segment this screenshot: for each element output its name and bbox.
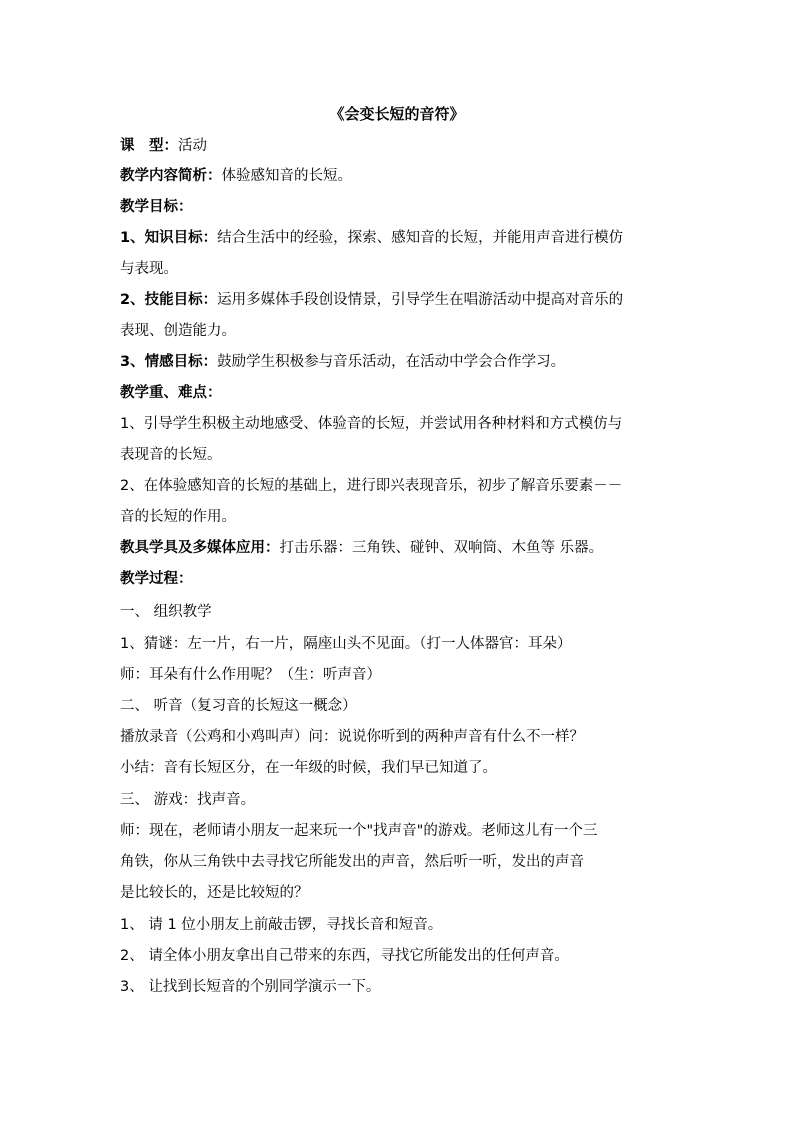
lesson-type-value: 活动 bbox=[178, 138, 207, 154]
step-1-title: 一、 组织教学 bbox=[120, 604, 212, 620]
step-3-item-3: 3、 让找到长短音的个别同学演示一下。 bbox=[120, 979, 381, 995]
objective-1-text: 结合生活中的经验，探索、感知音的长短，并能用声音进行模仿 bbox=[217, 230, 624, 246]
keypoints-heading: 教学重、难点： bbox=[120, 385, 222, 401]
content-brief-value: 体验感知音的长短。 bbox=[221, 168, 352, 184]
step-1-riddle: 1、猜谜：左一片，右一片，隔座山头不见面。（打一人体器官：耳朵） bbox=[120, 636, 572, 652]
tools-value: 打击乐器：三角铁、碰钟、双响筒、木鱼等 乐器。 bbox=[279, 540, 604, 556]
objective-1-line1 bbox=[120, 226, 623, 247]
objective-3-line bbox=[120, 350, 565, 371]
keypoint-2-line2: 音的长短的作用。 bbox=[120, 509, 236, 525]
objectives-heading: 教学目标： bbox=[120, 199, 193, 215]
keypoint-1-line2: 表现音的长短。 bbox=[120, 447, 222, 463]
step-3-title: 三、 游戏：找声音。 bbox=[120, 792, 256, 808]
objective-1-label: 1、知识目标： bbox=[120, 230, 218, 246]
step-2-summary: 小结：音有长短区分，在一年级的时候，我们早已知道了。 bbox=[120, 760, 497, 776]
step-3-item-1: 1、 请 1 位小朋友上前敲击锣，寻找长音和短音。 bbox=[120, 917, 443, 933]
objective-3-label: 3、情感目标： bbox=[120, 354, 218, 370]
step-3-item-2: 2、 请全体小朋友拿出自己带来的东西，寻找它所能发出的任何声音。 bbox=[120, 948, 569, 964]
objective-2-label: 2、技能目标： bbox=[120, 292, 218, 308]
keypoint-1-line1: 1、引导学生积极主动地感受、体验音的长短，并尝试用各种材料和方式模仿与 bbox=[120, 416, 623, 432]
step-3-line2: 角铁，你从三角铁中去寻找它所能发出的声音，然后听一听，发出的声音 bbox=[120, 854, 584, 870]
objective-1-line2: 与表现。 bbox=[120, 261, 178, 277]
objective-2-text: 运用多媒体手段创设情景，引导学生在唱游活动中提高对音乐的 bbox=[217, 292, 624, 308]
content-brief-label: 教学内容简析： bbox=[120, 168, 222, 184]
step-1-question: 师：耳朵有什么作用呢？（生：听声音） bbox=[120, 667, 381, 683]
objective-2-line1 bbox=[120, 288, 623, 309]
step-3-line1: 师：现在，老师请小朋友一起来玩一个"找声音"的游戏。老师这儿有一个三 bbox=[120, 823, 598, 839]
step-3-line3: 是比较长的，还是比较短的？ bbox=[120, 885, 309, 901]
process-heading: 教学过程： bbox=[120, 571, 193, 587]
step-2-line1: 播放录音（公鸡和小鸡叫声）问：说说你听到的两种声音有什么不一样？ bbox=[120, 729, 584, 745]
content-brief-line bbox=[120, 164, 352, 185]
tools-line bbox=[120, 536, 603, 557]
keypoint-2-line1: 2、在体验感知音的长短的基础上，进行即兴表现音乐，初步了解音乐要素－－ bbox=[120, 478, 623, 494]
document-title: 《会变长短的音符》 bbox=[329, 105, 465, 123]
objective-3-text: 鼓励学生积极参与音乐活动，在活动中学会合作学习。 bbox=[217, 354, 566, 370]
lesson-type-label: 课 型： bbox=[120, 138, 178, 154]
objective-2-line2: 表现、创造能力。 bbox=[120, 323, 236, 339]
tools-label: 教具学具及多媒体应用： bbox=[120, 540, 280, 556]
step-2-title: 二、 听音（复习音的长短这一概念） bbox=[120, 698, 357, 714]
lesson-type-line bbox=[120, 134, 207, 155]
